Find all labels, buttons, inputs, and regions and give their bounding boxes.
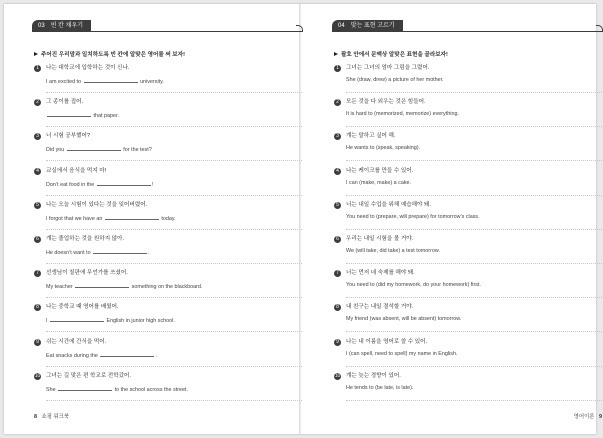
number-badge: 1 bbox=[334, 65, 341, 72]
exercise-item bbox=[34, 201, 302, 222]
korean-prompt: 모든 것을 다 외우는 것은 힘들어. bbox=[346, 99, 426, 106]
exercise-item bbox=[334, 269, 602, 290]
answer-blank[interactable] bbox=[105, 213, 159, 220]
sentence-before-blank: I forgot that we have an bbox=[46, 215, 103, 222]
korean-prompt: 나는 케이크를 만들 수 있어. bbox=[346, 167, 414, 174]
header-rule bbox=[332, 31, 602, 32]
question-line bbox=[334, 303, 602, 312]
korean-prompt: 나는 대학교에 입학하는 것이 신나. bbox=[46, 65, 130, 71]
answer-line bbox=[46, 144, 302, 153]
answer-line bbox=[346, 384, 602, 393]
item-separator bbox=[346, 400, 602, 401]
number-badge: 6 bbox=[334, 236, 341, 243]
exercise-item bbox=[34, 338, 302, 359]
left-page bbox=[32, 4, 302, 434]
item-separator bbox=[46, 126, 302, 127]
answer-line bbox=[46, 110, 302, 119]
question-line bbox=[34, 372, 302, 381]
number-badge: 8 bbox=[334, 304, 341, 311]
item-separator bbox=[46, 263, 302, 264]
answer-line bbox=[346, 144, 602, 153]
sentence-before-blank: My teacher bbox=[46, 284, 73, 291]
number-badge: 10 bbox=[334, 372, 341, 379]
answer-line bbox=[46, 179, 302, 188]
choice-sentence: He wants to (speak, speaking). bbox=[346, 145, 421, 152]
question-line bbox=[334, 338, 602, 347]
exercise-item bbox=[34, 64, 302, 85]
number-badge: 9 bbox=[34, 339, 41, 346]
item-separator bbox=[346, 297, 602, 298]
item-separator bbox=[46, 366, 302, 367]
exercise-item bbox=[34, 303, 302, 324]
answer-line bbox=[46, 384, 302, 393]
answer-blank[interactable] bbox=[58, 384, 112, 391]
choice-sentence: She (draw, drew) a picture of her mother. bbox=[346, 77, 444, 83]
question-line bbox=[34, 167, 302, 176]
item-separator bbox=[346, 366, 602, 367]
number-badge: 6 bbox=[34, 236, 41, 243]
choice-sentence: You need to (prepare, will prepare) for tomorrow’s class. bbox=[346, 213, 480, 220]
instruction-right bbox=[334, 50, 448, 58]
answer-blank[interactable] bbox=[47, 110, 91, 117]
question-line bbox=[334, 235, 602, 244]
question-line bbox=[334, 372, 602, 381]
exercise-item bbox=[334, 372, 602, 393]
choice-sentence: You need to (did my homework, do your homework) first. bbox=[346, 282, 481, 289]
number-badge: 2 bbox=[334, 99, 341, 106]
answer-line bbox=[46, 247, 302, 256]
exercise-item bbox=[334, 338, 602, 359]
sentence-before-blank: I bbox=[46, 318, 48, 325]
exercise-item bbox=[34, 372, 302, 393]
number-badge: 7 bbox=[334, 270, 341, 277]
korean-prompt: 그 종이를 집어. bbox=[46, 99, 84, 106]
answer-line bbox=[346, 350, 602, 359]
header-rule bbox=[32, 31, 302, 32]
sentence-before-blank: Did you bbox=[46, 147, 65, 154]
sentence-before-blank: I am excited to bbox=[46, 79, 82, 85]
korean-prompt: 내 친구는 내일 결석할 거야. bbox=[346, 304, 414, 311]
section-number: 04 bbox=[338, 23, 345, 29]
exercise-item bbox=[334, 132, 602, 153]
number-badge: 5 bbox=[34, 202, 41, 209]
item-separator bbox=[346, 160, 602, 161]
question-line bbox=[34, 338, 302, 347]
korean-prompt: 나는 오늘 시험이 있다는 것을 잊어버렸어. bbox=[46, 201, 148, 208]
answer-line bbox=[346, 247, 602, 256]
korean-prompt: 교실에서 음식을 먹지 마! bbox=[46, 167, 107, 174]
answer-line bbox=[46, 350, 302, 359]
choice-sentence: He tends to (be late, is late). bbox=[346, 384, 414, 391]
sentence-after-blank: today. bbox=[161, 215, 176, 222]
question-line bbox=[34, 235, 302, 244]
sentence-before-blank: She bbox=[46, 386, 56, 393]
item-separator bbox=[46, 92, 302, 93]
exercise-item bbox=[334, 167, 602, 188]
sentence-after-blank: that paper. bbox=[93, 113, 119, 120]
sentence-after-blank: to the school across the street. bbox=[114, 386, 189, 393]
instruction-left bbox=[34, 50, 185, 58]
sentence-before-blank: Don’t eat food in the bbox=[46, 181, 95, 188]
page-number: 8 bbox=[34, 414, 37, 420]
question-line bbox=[34, 132, 302, 141]
exercise-item bbox=[34, 98, 302, 119]
footer-left bbox=[34, 412, 69, 420]
sentence-after-blank: . bbox=[148, 250, 150, 256]
item-separator bbox=[46, 195, 302, 196]
answer-line bbox=[346, 315, 602, 324]
sentence-after-blank: English in junior high school. bbox=[106, 318, 175, 325]
exercise-item bbox=[334, 303, 602, 324]
footer-label: 쇼핑 워크북 bbox=[41, 414, 70, 420]
question-line bbox=[334, 132, 602, 141]
exercise-item bbox=[334, 235, 602, 256]
instruction-text: 주어진 우리말과 일치하도록 빈 칸에 알맞은 영어를 써 보자! bbox=[41, 52, 185, 58]
right-page bbox=[332, 4, 602, 434]
answer-blank[interactable] bbox=[67, 144, 121, 151]
answer-blank[interactable] bbox=[100, 350, 154, 357]
question-line bbox=[334, 167, 602, 176]
answer-blank[interactable] bbox=[97, 179, 151, 186]
book-spread bbox=[4, 4, 602, 434]
choice-sentence: My friend (was absent, will be absent) tomorrow. bbox=[346, 316, 462, 323]
item-separator bbox=[46, 297, 302, 298]
sentence-before-blank: Eat snacks during the bbox=[46, 352, 98, 359]
exercise-item bbox=[334, 98, 602, 119]
korean-prompt: 나는 내 이름을 영어로 쓸 수 있어. bbox=[346, 338, 428, 345]
korean-prompt: 너 시험 공부했어? bbox=[46, 133, 91, 140]
sentence-after-blank: university. bbox=[140, 79, 164, 85]
answer-line bbox=[46, 76, 302, 85]
instruction-text: 괄호 안에서 문맥상 알맞은 표현을 골라보자! bbox=[341, 52, 448, 58]
number-badge: 1 bbox=[34, 65, 41, 72]
item-separator bbox=[46, 331, 302, 332]
section-title: 빈 칸 채우기 bbox=[50, 23, 84, 29]
answer-blank[interactable] bbox=[93, 247, 147, 254]
item-separator bbox=[46, 160, 302, 161]
number-badge: 4 bbox=[34, 168, 41, 175]
answer-line bbox=[346, 179, 602, 188]
number-badge: 4 bbox=[334, 168, 341, 175]
page-number: 9 bbox=[599, 414, 602, 420]
korean-prompt: 우리는 내일 시험을 볼 거야. bbox=[346, 236, 414, 242]
answer-blank[interactable] bbox=[84, 76, 138, 83]
sentence-after-blank: for the test? bbox=[123, 147, 152, 154]
triangle-bullet-icon bbox=[34, 52, 38, 56]
item-separator bbox=[346, 195, 602, 196]
number-badge: 3 bbox=[334, 133, 341, 140]
number-badge: 2 bbox=[34, 99, 41, 106]
answer-line bbox=[346, 213, 602, 222]
question-line bbox=[34, 269, 302, 278]
item-separator bbox=[346, 92, 602, 93]
choice-sentence: I can (make, make) a cake. bbox=[346, 179, 412, 186]
answer-line bbox=[46, 281, 302, 290]
number-badge: 3 bbox=[34, 133, 41, 140]
question-line bbox=[334, 269, 602, 278]
exercise-item bbox=[334, 201, 602, 222]
question-line bbox=[334, 98, 602, 107]
korean-prompt: 쉬는 시간에 간식을 먹어. bbox=[46, 338, 107, 345]
question-line bbox=[34, 64, 302, 73]
exercise-item bbox=[334, 64, 602, 85]
item-separator bbox=[46, 400, 302, 401]
sentence-before-blank: He doesn’t want to bbox=[46, 250, 91, 256]
section-number: 03 bbox=[38, 23, 45, 29]
korean-prompt: 걔는 말하고 싶어 해. bbox=[346, 133, 396, 140]
footer-label: 영어이론 bbox=[573, 414, 595, 420]
sentence-after-blank: . bbox=[155, 352, 157, 359]
section-title: 맞는 표현 고르기 bbox=[350, 23, 395, 29]
answer-line bbox=[46, 315, 302, 324]
triangle-bullet-icon bbox=[334, 52, 338, 56]
number-badge: 7 bbox=[34, 270, 41, 277]
answer-line bbox=[46, 213, 302, 222]
number-badge: 10 bbox=[34, 372, 41, 379]
exercise-item bbox=[34, 235, 302, 256]
choice-sentence: We (will take, did take) a test tomorrow. bbox=[346, 248, 440, 254]
question-line bbox=[34, 98, 302, 107]
answer-blank[interactable] bbox=[75, 281, 129, 288]
answer-line bbox=[346, 110, 602, 119]
exercise-item bbox=[34, 167, 302, 188]
choice-sentence: I (can spell, need to spell) my name in English. bbox=[346, 350, 458, 357]
korean-prompt: 나는 중학교 때 영어를 배웠어. bbox=[46, 304, 119, 311]
choice-sentence: It is hard to (memorized, memorize) everything. bbox=[346, 111, 459, 118]
question-line bbox=[334, 201, 602, 210]
korean-prompt: 너는 먼저 네 숙제를 해야 돼. bbox=[346, 270, 415, 277]
korean-prompt: 선생님이 칠판에 무언가를 쓰셨어. bbox=[46, 270, 128, 277]
question-line bbox=[334, 64, 602, 73]
answer-line bbox=[346, 76, 602, 85]
korean-prompt: 그녀는 길 맞은 편 학교로 전학갔어. bbox=[46, 372, 131, 379]
item-separator bbox=[346, 229, 602, 230]
sentence-after-blank: something on the blackboard. bbox=[131, 284, 203, 291]
korean-prompt: 걔는 졸업하는 것을 원하지 않아. bbox=[46, 236, 125, 242]
exercise-item bbox=[34, 132, 302, 153]
footer-right bbox=[574, 412, 602, 420]
korean-prompt: 걔는 늦는 경향이 있어. bbox=[346, 372, 401, 379]
item-separator bbox=[46, 229, 302, 230]
korean-prompt: 그녀는 그녀의 엄마 그림을 그렸어. bbox=[346, 65, 430, 71]
number-badge: 8 bbox=[34, 304, 41, 311]
number-badge: 9 bbox=[334, 339, 341, 346]
korean-prompt: 너는 내일 수업을 위해 예습해야 돼. bbox=[346, 201, 431, 208]
answer-line bbox=[346, 281, 602, 290]
question-line bbox=[34, 201, 302, 210]
number-badge: 5 bbox=[334, 202, 341, 209]
item-separator bbox=[346, 126, 602, 127]
sentence-after-blank: ! bbox=[151, 181, 154, 188]
item-separator bbox=[346, 331, 602, 332]
question-line bbox=[34, 303, 302, 312]
item-separator bbox=[346, 263, 602, 264]
answer-blank[interactable] bbox=[50, 315, 104, 322]
exercise-item bbox=[34, 269, 302, 290]
